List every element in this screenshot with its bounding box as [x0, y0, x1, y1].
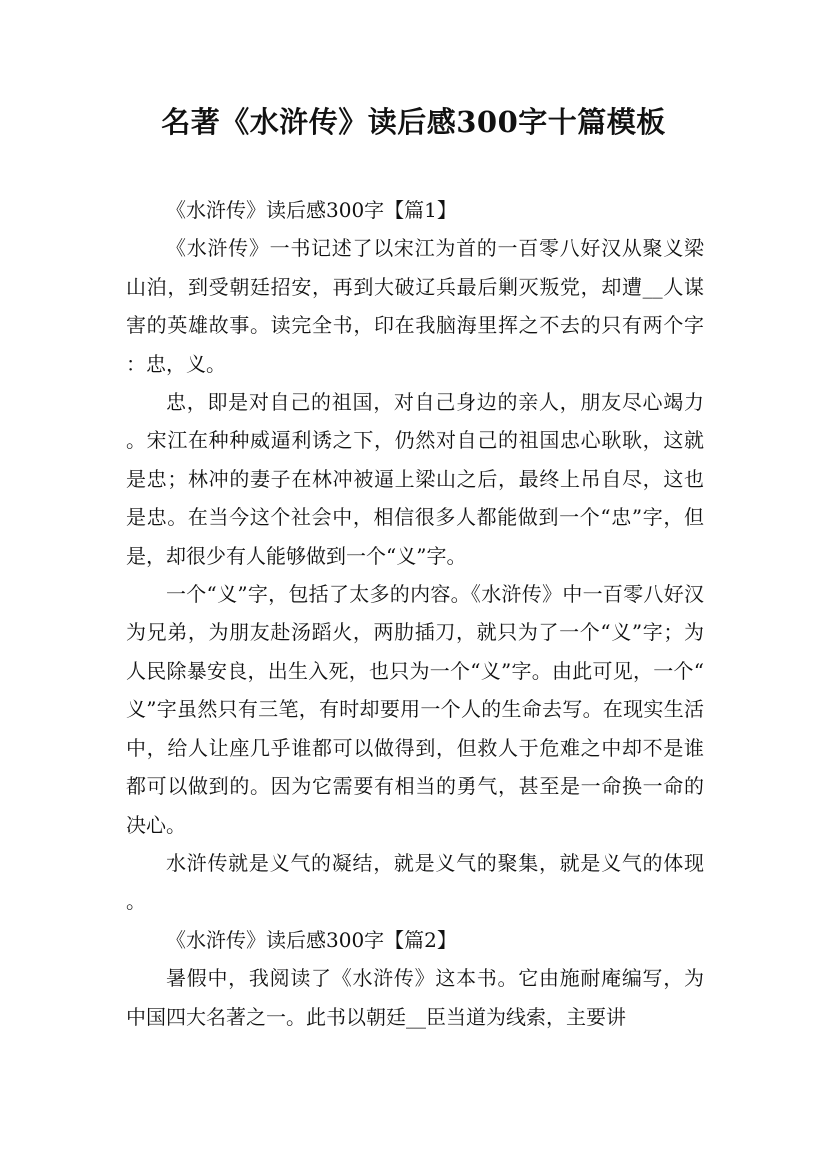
paragraph: 忠，即是对自己的祖国，对自己身边的亲人，朋友尽心竭力。宋江在种种威逼利诱之下，仍然对自己的祖国忠心耿耿，这就是忠；林冲的妻子在林冲被逼上梁山之后，最终上吊自尽，这也是忠。在当今这个社会中，相信很多人都能做到一个“忠”字，但是，却很少有人能够做到一个“义”字。: [126, 390, 704, 568]
paragraph: 暑假中，我阅读了《水浒传》这本书。它由施耐庵编写，为中国四大名著之一。此书以朝廷__臣当道为线索，主要讲: [126, 966, 704, 1029]
document-title: 名著《水浒传》读后感300字十篇模板: [161, 105, 666, 139]
paragraph: 水浒传就是义气的凝结，就是义气的聚集，就是义气的体现。: [126, 850, 704, 914]
document-body: [126, 191, 704, 1036]
paragraph: 一个“义”字，包括了太多的内容。《水浒传》中一百零八好汉为兄弟，为朋友赴汤蹈火，两肋插刀，就只为了一个“义”字；为人民除暴安良，出生入死，也只为一个“义”字。由此可见，一个“义”字虽然只有三笔，有时却要用一个人的生命去写。在现实生活中，给人让座几乎谁都可以做得到，但救人于危难之中却不是谁都可以做到的。因为它需要有相当的勇气，甚至是一命换一命的决心。: [126, 582, 704, 837]
section-heading-2: 《水浒传》读后感300字【篇2】: [166, 927, 457, 952]
section-heading-1: 《水浒传》读后感300字【篇1】: [166, 198, 457, 222]
paragraph: 《水浒传》一书记述了以宋江为首的一百零八好汉从聚义梁山泊，到受朝廷招安，再到大破辽兵最后剿灭叛党，却遭__人谋害的英雄故事。读完全书，印在我脑海里挥之不去的只有两个字：忠，义。: [126, 236, 704, 376]
